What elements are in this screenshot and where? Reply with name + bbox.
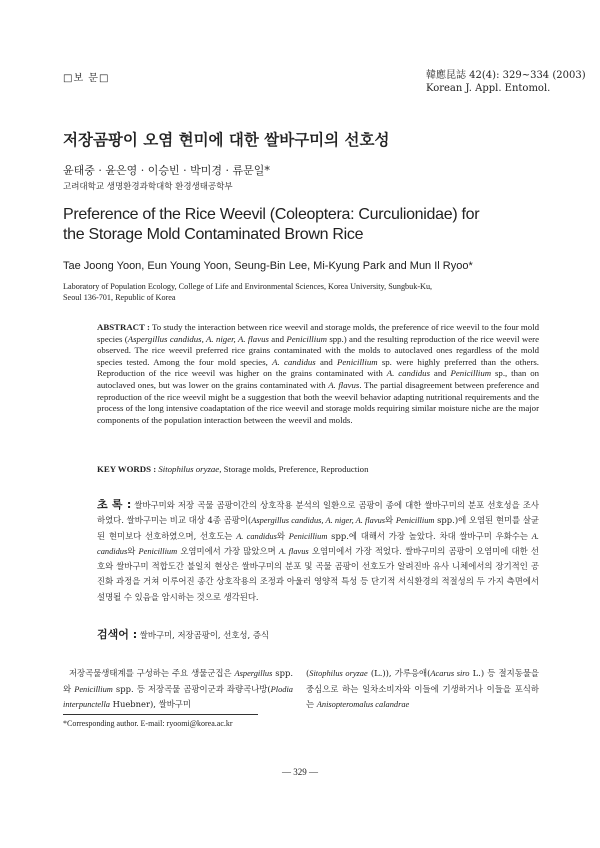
species-name: Acarus siro <box>430 669 470 678</box>
korean-keywords-text: 쌀바구미, 저장곰팡이, 선호성, 증식 <box>137 630 270 640</box>
english-title-line1: Preference of the Rice Weevil (Coleoptera: Curculionidae) for <box>63 206 480 223</box>
journal-reference <box>426 69 586 95</box>
body-text: (L.)), 가루응애( <box>367 668 431 678</box>
species-name: Aspergillus <box>234 669 273 678</box>
korean-keywords-label: 검색어 : <box>97 628 138 641</box>
abstract-text: To study the interaction between rice weevil and storage molds, the preference of rice weevil to the four mold species ( <box>97 322 539 344</box>
korean-abstract-text: 오염미에서 가장 많았으며 <box>177 545 279 556</box>
body-text: ( <box>306 668 310 678</box>
keywords-label: KEY WORDS : <box>97 464 157 474</box>
korean-abstract-label: 초 록 : <box>97 498 132 511</box>
abstract-text: sp. were highly preferred than the others. Reproduction of the rice weevil was higher on the grains contaminated with <box>97 356 539 379</box>
abstract-text: spp.) and the resulting reproduction of the rice weevil were observed. The rice weevil preferred rice grains contaminated with the molds to autoclaved ones regardless of the mold species tested. Among the four mold species, <box>97 333 539 367</box>
affiliation-line2: Seoul 136-701, Republic of Korea <box>63 293 176 302</box>
species-name: Penicillium <box>395 516 435 526</box>
korean-abstract <box>97 497 539 605</box>
species-name: Penicillium <box>286 333 327 344</box>
species-name: A. candidus <box>236 531 277 541</box>
korean-abstract-text: spp.에 대해서 가장 높았다. 차대 쌀바구미 우화수는 <box>327 530 532 541</box>
species-name: Plodia interpunctella <box>63 684 293 709</box>
journal-citation: 韓應昆誌 42(4): 329~334 (2003) <box>426 70 586 81</box>
body-text: Huebner), 쌀바구미 <box>109 699 191 709</box>
corresponding-author-footnote: *Corresponding author. E-mail: ryoomi@korea.ac.kr <box>63 719 233 728</box>
species-name: A. flavus <box>328 379 360 390</box>
korean-abstract-text: 와 <box>385 515 396 526</box>
abstract-text: and <box>268 333 287 344</box>
report-type-label: □보 문□ <box>63 73 110 84</box>
species-name: A. candidus <box>97 531 539 556</box>
korean-abstract-text: 쌀바구미와 저장 곡물 곰팡이간의 상호작용 분석의 일환으로 곰팡이 종에 대한 쌀바구미의 분포 선호성을 조사하였다. 쌀바구미는 비교 대상 4종 곰팡이( <box>97 500 539 526</box>
species-name: A. flavus <box>278 546 309 556</box>
english-title <box>63 205 479 245</box>
affiliation-line1: Laboratory of Population Ecology, College of Life and Environmental Sciences, Korea University, Sungbuk-Ku, <box>63 282 433 291</box>
species-name: Penicillium <box>138 546 178 556</box>
journal-name: Korean J. Appl. Entomol. <box>426 83 551 94</box>
abstract-text: and <box>430 368 451 379</box>
footnote-divider <box>63 714 258 715</box>
english-title-line2: the Storage Mold Contaminated Brown Rice <box>63 226 364 243</box>
abstract-text: . The partial disagreement between preference and reproduction of the rice weevil might be a suggestion that both the weevil behavior adapting nutritional requirements and the process of the long intensive coadaptation of the rice weevil and storage molds requiring similar moisture niche are the major components of the population interaction between the weevil and molds. <box>97 379 539 425</box>
korean-abstract-text: 와 <box>276 530 289 541</box>
body-text: spp.와 <box>63 668 293 694</box>
species-name: Sitophilus oryzae <box>309 669 368 678</box>
body-column-right <box>306 666 539 713</box>
body-text: 저장곡물생태계를 구성하는 주요 생물군집은 <box>68 668 235 678</box>
species-name: A. candidus <box>272 356 316 367</box>
korean-title: 저장곰팡이 오염 현미에 대한 쌀바구미의 선호성 <box>63 130 390 149</box>
body-text: L.) 등 절지동물을 중심으로 하는 일차소비자와 이들에 기생하거나 이들을 포식하는 <box>306 668 539 709</box>
korean-abstract-text: spp.)에 오염된 현미를 살균된 현미보다 선호하였으며, 선호도는 <box>97 515 540 541</box>
page-number: — 329 — <box>282 767 318 777</box>
keyword-species: Sitophilus oryzae <box>158 464 220 474</box>
abstract-text: and <box>315 356 338 367</box>
english-keywords <box>97 464 539 474</box>
species-name: Aspergillus candidus, A. niger, A. flavus <box>127 333 269 344</box>
english-abstract <box>97 322 539 426</box>
korean-authors: 윤태중 · 윤은영 · 이승빈 · 박미경 · 류문일* <box>63 164 270 177</box>
species-name: Penicillium <box>74 684 113 694</box>
english-authors: Tae Joong Yoon, Eun Young Yoon, Seung-Bin Lee, Mi-Kyung Park and Mun Il Ryoo* <box>63 260 473 272</box>
korean-abstract-text: 와 <box>127 545 139 556</box>
abstract-label: ABSTRACT : <box>97 322 150 332</box>
species-name: Penicillium <box>288 531 328 541</box>
species-name: Anisopteromalus calandrae <box>316 700 410 709</box>
body-text: spp. 등 저장곡물 곰팡이군과 좌량곡나방( <box>112 683 271 694</box>
body-column-left <box>63 666 293 713</box>
korean-affiliation: 고려대학교 생명환경과학대학 환경생태공학부 <box>63 182 233 192</box>
abstract-text: sp., than on autoclaved ones, but was lower on the grains contaminated with <box>97 368 539 390</box>
korean-keywords <box>97 626 539 642</box>
keywords-text: , Storage molds, Preference, Reproduction <box>219 464 369 474</box>
korean-abstract-text: 오염미에서 가장 적었다. 쌀바구미의 곰팡이 오염미에 대한 선호와 쌀바구미 적합도간 불일치 현상은 쌀바구미의 분포 및 곡물 곰팡이 선호도가 알려진바 유사 니체에서의 장기적인 공진화 과정을 거쳐 이루어진 종간 상호작용의 조정과 아울러 영양적 특성 등 단기적 서식환경의 적절성의 두 가지 측면에서 설명될 수 있음을 암시하는 것으로 생각된다. <box>97 545 539 602</box>
english-affiliation <box>63 281 543 303</box>
species-name: Penicillium <box>450 368 492 379</box>
species-name: Penicillium <box>337 356 378 367</box>
species-name: A. candidus <box>386 368 430 379</box>
species-name: Aspergillus candidus, A. niger, A. flavus <box>251 516 386 526</box>
